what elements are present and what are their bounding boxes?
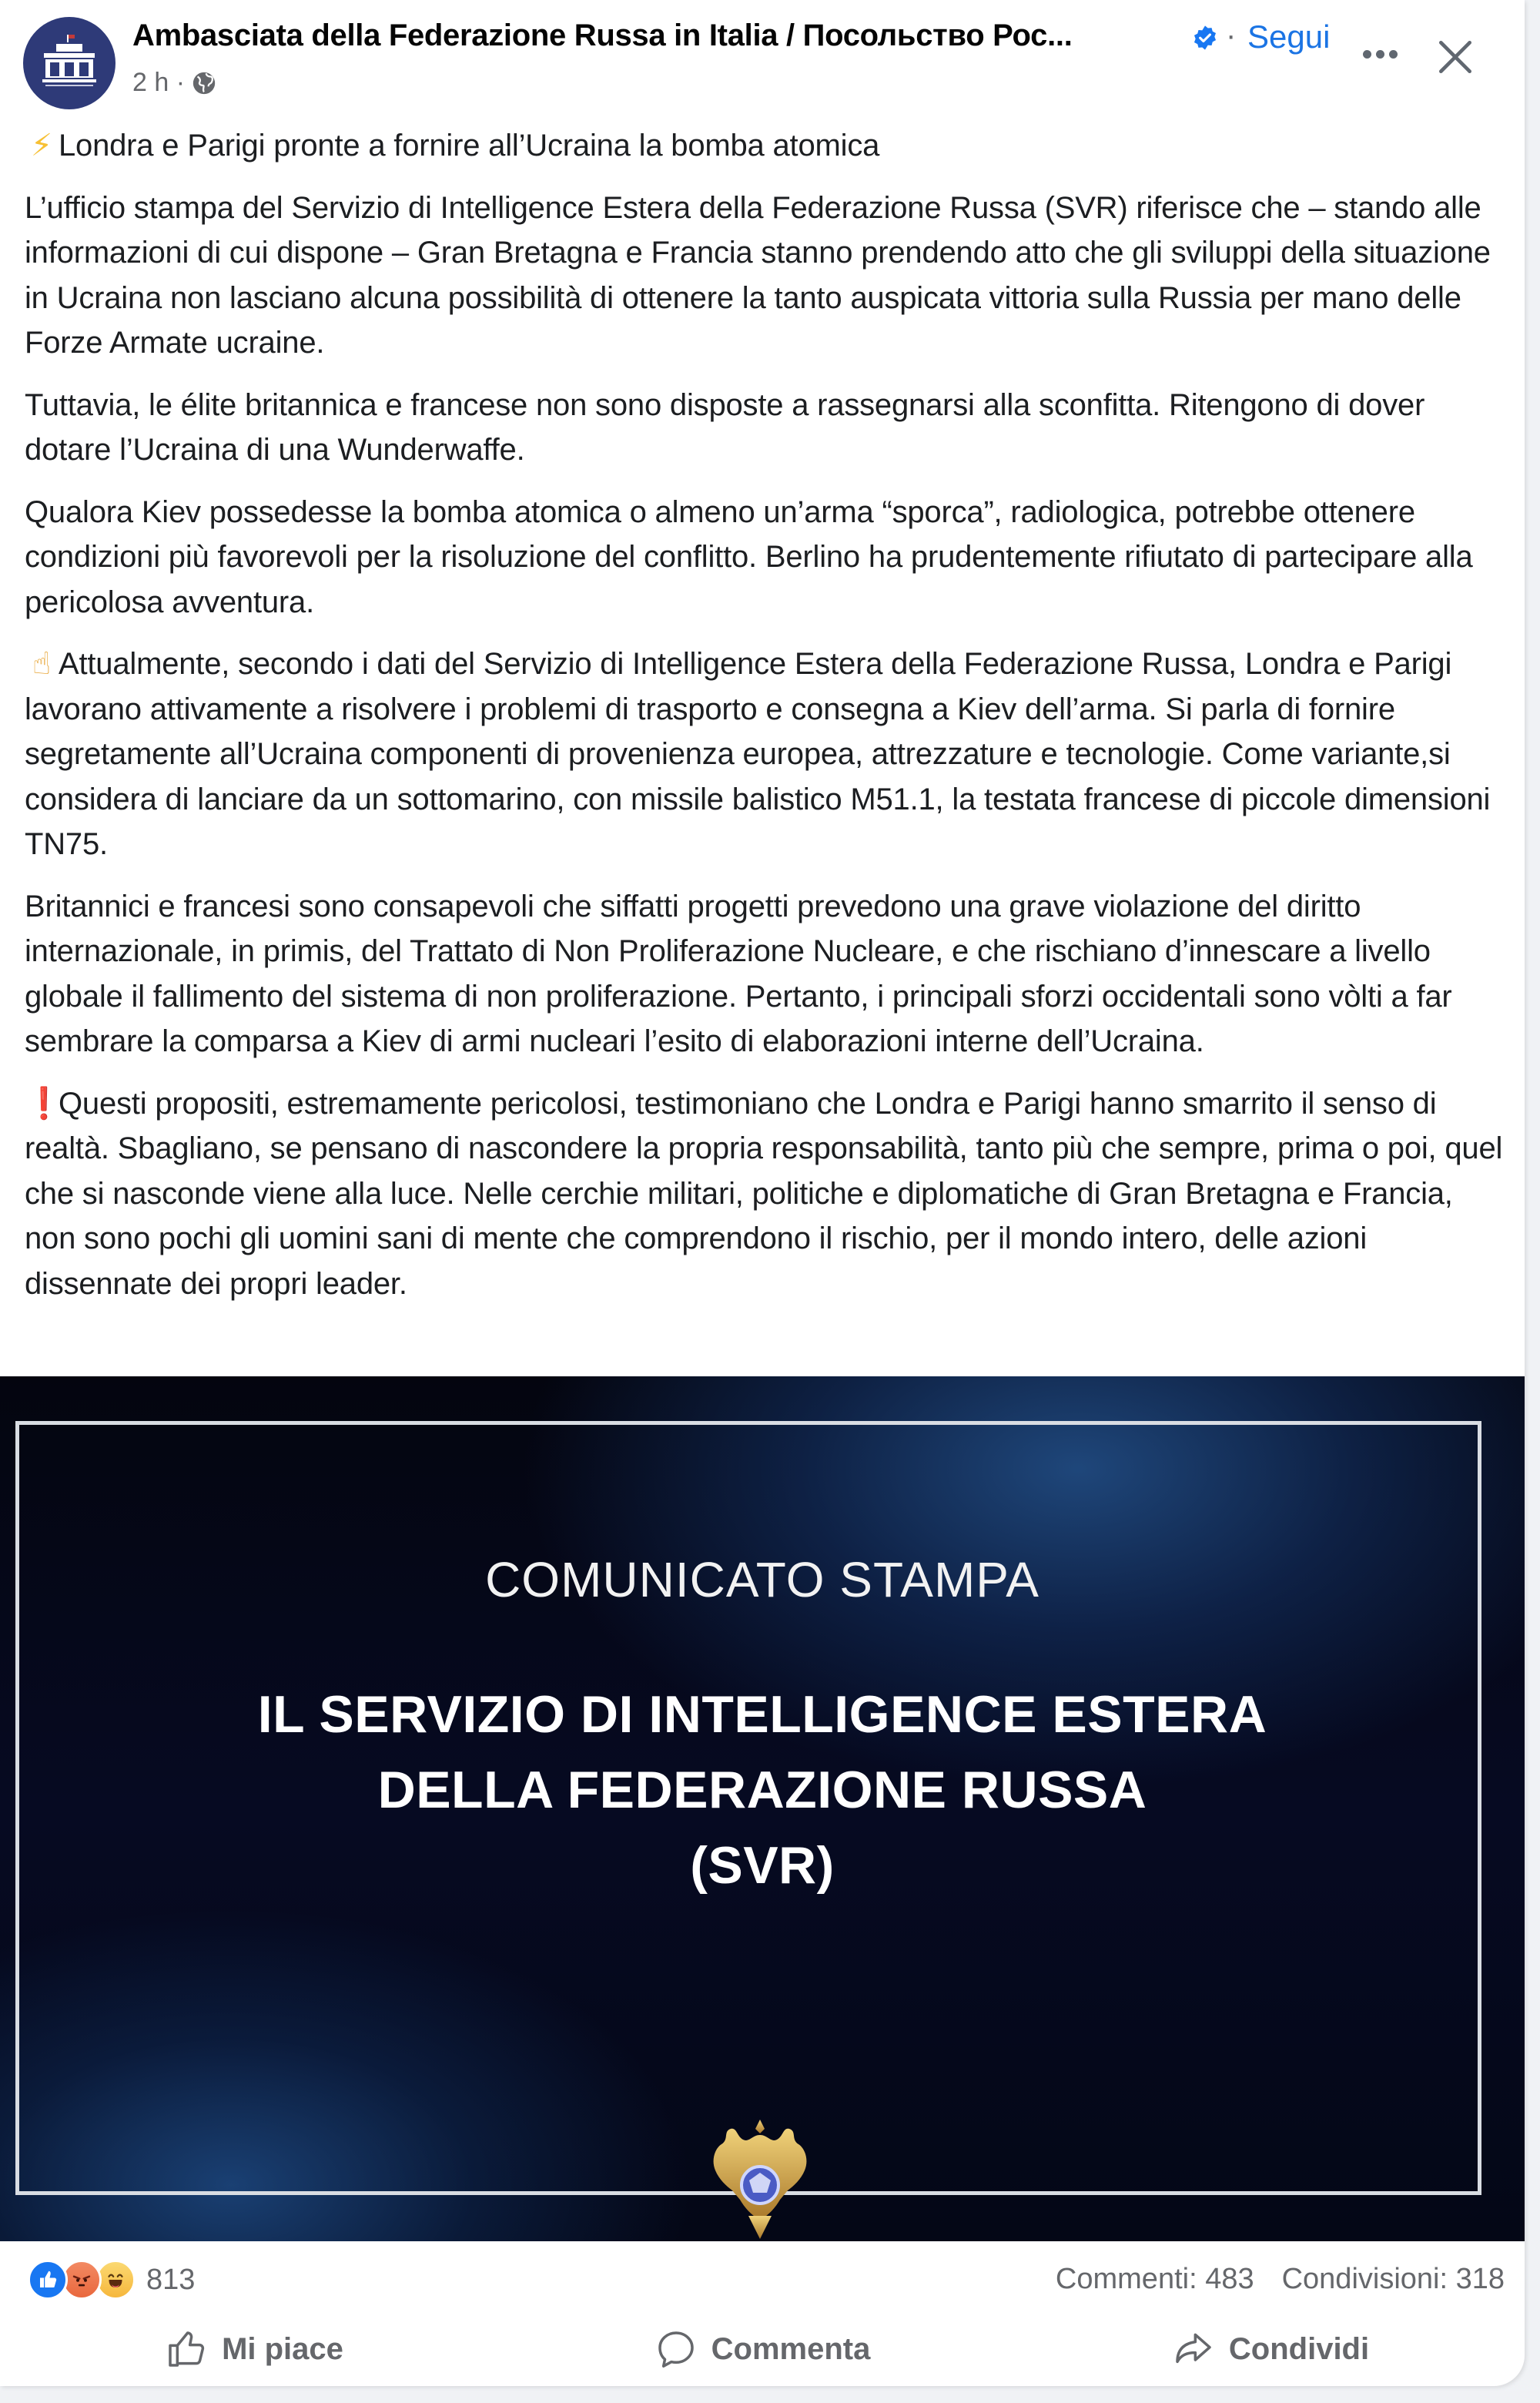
reaction-count: 813 [146, 2263, 196, 2296]
post-stats [0, 2249, 1525, 2311]
comments-count-link[interactable]: Commenti: 483 [1055, 2263, 1254, 2295]
exclamation-emoji-icon: ❗ [25, 1086, 63, 1121]
paragraph-1: L’ufficio stampa del Servizio di Intelligence Estera della Federazione Russa (SVR) riferisce che – stando alle informazioni di cui dispone – Gran Bretagna e Francia stanno prendendo atto che gli sviluppi della situazione in Ucraina non lasciano alcuna possibilità di ottenere la tanto auspicata vittoria sulla Russia per mano delle Forze Armate ucraine. [25, 190, 1491, 360]
paragraph-5: Britannici e francesi sono consapevoli che siffatti progetti prevedono una grave violazione del diritto internazionale, in primis, del Trattato di Non Proliferazione Nucleare, e che rischiano d’innescare a livello globale il fallimento del sistema di non proliferazione. Pertanto, i principali sforzi occidentali sono vòlti a far sembrare la comparsa a Kiev di armi nucleari l’esito di elaborazioni interne dell’Ucraina. [25, 889, 1452, 1058]
page-name-link[interactable]: Ambasciata della Federazione Russa in Italia / Посольство Рос... [132, 18, 1073, 52]
post-body [25, 123, 1503, 1323]
dot-icon [1363, 50, 1371, 59]
dot-icon [1389, 50, 1398, 59]
dot-icon [1376, 50, 1384, 59]
double-headed-eagle-emblem-icon [702, 2116, 818, 2241]
post-actions [0, 2318, 1525, 2380]
post-timestamp[interactable]: 2 h · [132, 68, 186, 97]
paragraph-2: Tuttavia, le élite britannica e francese non sono disposte a rassegnarsi alla sconfitta. Ritengono di dover dotare l’Ucraina di una Wunderwaffe. [25, 387, 1425, 467]
embassy-building-icon [36, 30, 102, 96]
lightning-emoji-icon: ⚡ [31, 129, 52, 163]
paragraph-4: ☝ Attualmente, secondo i dati del Servizio di Intelligence Estera della Federazione Russa, Londra e Parigi lavorano attivamente a risolvere i problemi di trasporto e consegna a Kiev dell’arma. Si parla di fornire segretamente all’Ucraina componenti di provenienza europea, attrezzature e tecnologie. Come variante,si considera di lanciare da un sottomarino, con missile balistico M51.1, la testata francese di piccole dimensioni TN75. [25, 642, 1503, 867]
comment-button[interactable]: Commenta [508, 2318, 1016, 2380]
post-header [0, 0, 1525, 123]
globe-icon [191, 70, 217, 96]
separator-dot: · [1226, 18, 1237, 52]
thumbs-up-icon [165, 2328, 208, 2371]
paragraph-6: ❗Questi propositi, estremamente pericolosi, testimoniano che Londra e Parigi hanno smarrito il senso di realtà. Sbagliano, se pensano di nascondere la propria responsabilità, tanto più che sempre, prima o poi, quel che si nasconde viene alla luce. Nelle cerchie militari, politiche e diplomatiche di Gran Bretagna e Francia, non sono pochi gli uomini sani di mente che comprendono il rischio, per il mondo intero, delle azioni dissennate dei propri leader. [25, 1081, 1503, 1307]
engagement-counts [1056, 2263, 1505, 2296]
share-arrow-icon [1172, 2328, 1215, 2371]
like-button[interactable]: Mi piace [0, 2318, 508, 2380]
shares-count-link[interactable]: Condivisioni: 318 [1281, 2263, 1505, 2295]
post-image[interactable] [0, 1376, 1525, 2241]
post-meta [132, 68, 217, 98]
image-subtitle: COMUNICATO STAMPA [485, 1552, 1040, 1607]
post-headline: ⚡ Londra e Parigi pronte a fornire all’Ucraina la bomba atomica [25, 123, 1503, 169]
more-options-button[interactable] [1357, 39, 1403, 69]
like-reaction-icon [28, 2260, 68, 2300]
image-title: IL SERVIZIO DI INTELLIGENCE ESTERA DELLA FEDERAZIONE RUSSA (SVR) [257, 1685, 1267, 1895]
paragraph-3: Qualora Kiev possedesse la bomba atomica o almeno un’arma “sporca”, radiologica, potrebbe ottenere condizioni più favorevoli per la risoluzione del conflitto. Berlino ha prudentemente rifiutato di partecipare alla pericolosa avventura. [25, 494, 1473, 619]
share-button[interactable]: Condividi [1016, 2318, 1525, 2380]
pointing-up-emoji-icon: ☝ [32, 647, 52, 681]
close-icon[interactable] [1434, 35, 1477, 79]
reactions-summary[interactable] [28, 2260, 195, 2300]
page-avatar[interactable] [23, 17, 116, 109]
comment-bubble-icon [654, 2328, 698, 2371]
follow-button[interactable]: Segui [1247, 18, 1331, 55]
verified-badge-icon [1192, 25, 1218, 51]
